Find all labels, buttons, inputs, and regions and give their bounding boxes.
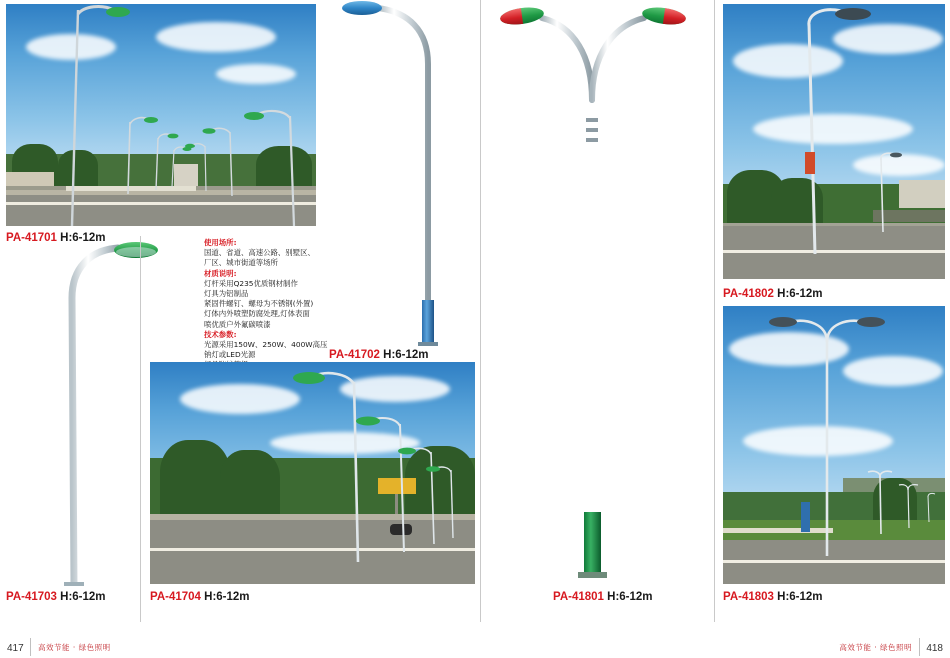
lamp-row-illustration — [150, 362, 475, 584]
spec-usage-line-1: 国道、省道、高速公路、别墅区、 — [204, 248, 315, 258]
height-text: H:6-12m — [777, 288, 823, 300]
specification-text — [204, 238, 328, 381]
product-code-pa41801 — [553, 591, 653, 603]
footer-text-right: 高效节能 · 绿色照明 — [839, 643, 912, 652]
footer — [0, 632, 950, 658]
spec-material-line-3: 紧固件螺钉、螺母为不锈钢(外置) — [204, 299, 314, 309]
product-drawing-pa41801 — [480, 0, 710, 580]
spec-usage-title: 使用场所: — [204, 238, 237, 247]
footer-text-left: 高效节能 · 绿色照明 — [38, 643, 111, 652]
spec-material-line-4: 灯体内外喷塑防腐处理,灯体表面 — [204, 309, 310, 319]
height-text: H:6-12m — [777, 591, 823, 603]
product-code-pa41802 — [723, 288, 823, 300]
product-photo-pa41704 — [150, 362, 475, 584]
footer-separator — [919, 638, 920, 656]
spec-tech-line-2: 钠灯或LED光源 — [204, 350, 256, 360]
code-text: PA-41803 — [723, 591, 774, 603]
product-photo-pa41803 — [723, 306, 945, 584]
product-code-pa41702 — [329, 349, 429, 361]
code-text: PA-41703 — [6, 591, 57, 603]
page-number-right: 418 — [926, 643, 943, 654]
product-drawing-pa41702 — [340, 0, 470, 346]
product-photo-pa41701 — [6, 4, 316, 226]
lamp-illustration — [723, 306, 945, 584]
spec-tech-line-1: 光源采用150W、250W、400W高压 — [204, 340, 328, 350]
height-text: H:6-12m — [60, 232, 106, 244]
code-text: PA-41802 — [723, 288, 774, 300]
code-text: PA-41801 — [553, 591, 604, 603]
product-code-pa41704 — [150, 591, 250, 603]
height-text: H:6-12m — [60, 591, 106, 603]
page-number-left: 417 — [7, 643, 24, 654]
product-code-pa41703 — [6, 591, 106, 603]
code-text: PA-41701 — [6, 232, 57, 244]
code-text: PA-41704 — [150, 591, 201, 603]
lamp-row-illustration — [6, 4, 316, 226]
column-divider — [140, 236, 141, 622]
footer-separator — [30, 638, 31, 656]
product-code-pa41803 — [723, 591, 823, 603]
height-text: H:6-12m — [383, 349, 429, 361]
spec-material-title: 材质说明: — [204, 268, 237, 278]
spec-usage-line-2: 厂区、城市街道等场所 — [204, 258, 278, 268]
lamp-illustration — [723, 4, 945, 279]
spec-material-line-1: 灯杆采用Q235优质钢材制作 — [204, 278, 298, 288]
height-text: H:6-12m — [607, 591, 653, 603]
spec-material-line-5: 喷优质户外氟碳喷漆 — [204, 319, 271, 329]
product-photo-pa41802 — [723, 4, 945, 279]
spec-tech-title: 技术参数: — [204, 329, 237, 339]
column-divider — [480, 0, 481, 622]
spec-material-line-2: 灯具为铝制品 — [204, 289, 249, 299]
height-text: H:6-12m — [204, 591, 250, 603]
code-text: PA-41702 — [329, 349, 380, 361]
column-divider — [714, 0, 715, 622]
